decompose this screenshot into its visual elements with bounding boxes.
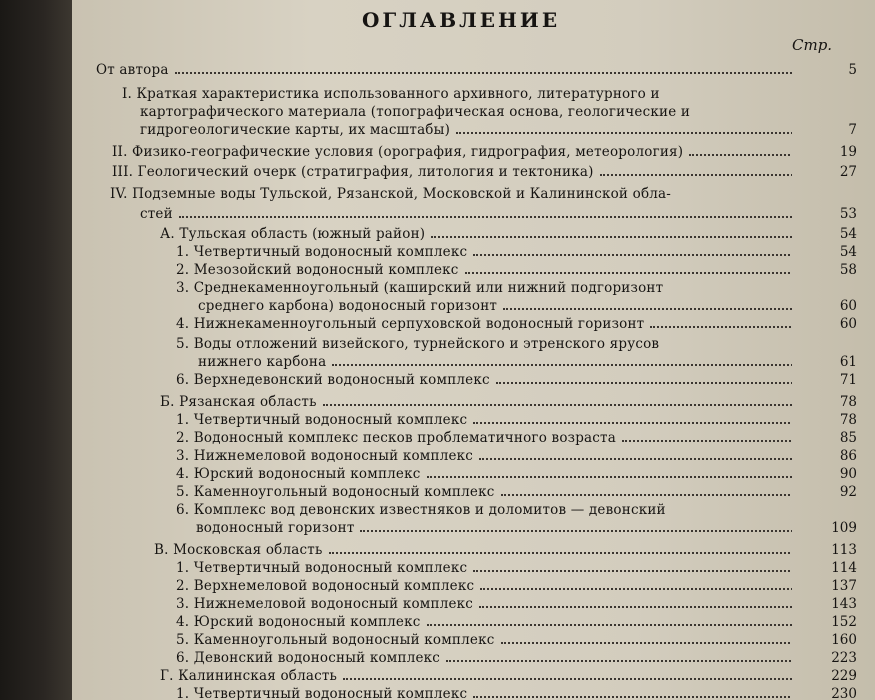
toc-entry bbox=[160, 666, 792, 686]
toc-entry-text: 1. Четвертичный водоносный комплекс bbox=[176, 244, 468, 260]
toc-entry-text: 5. Воды отложений визейского, турнейского и этренского ярусов bbox=[176, 336, 660, 352]
toc-entry-text: 6. Комплекс вод девонских известняков и доломитов — девонский bbox=[176, 502, 666, 518]
dot-leader bbox=[479, 458, 792, 460]
toc-entry-text: 2. Мезозойский водоносный комплекс bbox=[176, 262, 459, 278]
toc-entry bbox=[96, 60, 792, 80]
toc-page-number: 7 bbox=[848, 122, 857, 138]
toc-page-number: 60 bbox=[839, 316, 857, 332]
toc-entry bbox=[176, 464, 792, 484]
toc-page-number: 113 bbox=[831, 542, 857, 558]
toc-entry bbox=[176, 242, 792, 262]
toc-page-number: 152 bbox=[831, 614, 857, 630]
toc-entry-text: IV. Подземные воды Тульской, Рязанской, Московской и Калининской обла- bbox=[110, 186, 672, 202]
toc-entry bbox=[110, 184, 852, 204]
toc-page-number: 54 bbox=[839, 226, 857, 242]
toc-page-number: 85 bbox=[839, 430, 857, 446]
dot-leader bbox=[465, 272, 792, 274]
toc-page-number: 54 bbox=[839, 244, 857, 260]
dot-leader bbox=[473, 254, 792, 256]
dot-leader bbox=[446, 660, 792, 662]
toc-entry-text: Г. Калининская область bbox=[160, 668, 338, 684]
toc-entry-text: 4. Юрский водоносный комплекс bbox=[176, 614, 421, 630]
toc-entry-text: От автора bbox=[96, 62, 169, 78]
toc-entry-text: 1. Четвертичный водоносный комплекс bbox=[176, 412, 468, 428]
toc-entry bbox=[176, 446, 792, 466]
toc-entry bbox=[176, 576, 792, 596]
dot-leader bbox=[175, 72, 792, 74]
toc-page-number: 60 bbox=[839, 298, 857, 314]
dot-leader bbox=[179, 216, 792, 218]
toc-page-number: 86 bbox=[839, 448, 857, 464]
toc-entry bbox=[198, 296, 792, 316]
toc-entry bbox=[196, 518, 792, 538]
dot-leader bbox=[479, 606, 792, 608]
toc-entry-text: В. Московская область bbox=[154, 542, 323, 558]
toc-entry bbox=[176, 630, 792, 650]
book-page bbox=[72, 0, 875, 700]
toc-page-number: 78 bbox=[839, 394, 857, 410]
toc-page-number: 58 bbox=[839, 262, 857, 278]
dot-leader bbox=[456, 132, 792, 134]
toc-entry bbox=[122, 84, 852, 104]
toc-page-number: 92 bbox=[839, 484, 857, 500]
toc-entry-text: I. Краткая характеристика использованного архивного, литературного и bbox=[122, 86, 660, 102]
toc-entry-text: 2. Верхнемеловой водоносный комплекс bbox=[176, 578, 475, 594]
dot-leader bbox=[503, 308, 792, 310]
toc-entry-text: А. Тульская область (южный район) bbox=[160, 226, 426, 242]
toc-entry-text: 6. Девонский водоносный комплекс bbox=[176, 650, 441, 666]
toc-entry-text: 2. Водоносный комплекс песков проблематичного возраста bbox=[176, 430, 616, 446]
toc-entry-text: II. Физико-географические условия (орография, гидрография, метеорология) bbox=[112, 144, 684, 160]
toc-entry-text: водоносный горизонт bbox=[196, 520, 355, 536]
toc-page-number: 109 bbox=[831, 520, 857, 536]
dot-leader bbox=[343, 678, 792, 680]
toc-entry bbox=[176, 410, 792, 430]
toc-page-number: 5 bbox=[848, 62, 857, 78]
dot-leader bbox=[427, 624, 792, 626]
toc-page-number: 230 bbox=[831, 686, 857, 700]
toc-entry bbox=[176, 334, 852, 354]
toc-entry-text: 5. Каменноугольный водоносный комплекс bbox=[176, 632, 495, 648]
toc-page-number: 90 bbox=[839, 466, 857, 482]
toc-entry bbox=[112, 142, 792, 162]
toc-page-number: 53 bbox=[839, 206, 857, 222]
toc-entry bbox=[160, 392, 792, 412]
dot-leader bbox=[650, 326, 792, 328]
toc-entry-text: Б. Рязанская область bbox=[160, 394, 317, 410]
dot-leader bbox=[332, 364, 792, 366]
page-column-header: Стр. bbox=[792, 36, 833, 54]
dot-leader bbox=[323, 404, 792, 406]
toc-page-number: 223 bbox=[831, 650, 857, 666]
toc-entry-text: гидрогеологические карты, их масштабы) bbox=[140, 122, 451, 138]
toc-page-number: 137 bbox=[831, 578, 857, 594]
toc-page-number: 71 bbox=[839, 372, 857, 388]
dot-leader bbox=[473, 570, 792, 572]
dot-leader bbox=[360, 530, 792, 532]
dot-leader bbox=[501, 642, 793, 644]
toc-entry bbox=[140, 204, 792, 224]
dot-leader bbox=[496, 382, 792, 384]
toc-entry bbox=[176, 612, 792, 632]
toc-page-number: 61 bbox=[839, 354, 857, 370]
toc-page-number: 19 bbox=[839, 144, 857, 160]
toc-entry bbox=[176, 684, 792, 700]
dot-leader bbox=[473, 696, 792, 698]
toc-entry-text: стей bbox=[140, 206, 173, 222]
toc-page-number: 229 bbox=[831, 668, 857, 684]
toc-entry-text: 3. Нижнемеловой водоносный комплекс bbox=[176, 448, 474, 464]
toc-entry-text: 3. Нижнемеловой водоносный комплекс bbox=[176, 596, 474, 612]
toc-entry bbox=[154, 540, 792, 560]
toc-entry-text: среднего карбона) водоносный горизонт bbox=[198, 298, 498, 314]
toc-entry-text: 3. Среднекаменноугольный (каширский или нижний подгоризонт bbox=[176, 280, 664, 296]
toc-page-number: 27 bbox=[839, 164, 857, 180]
page-title: ОГЛАВЛЕНИЕ bbox=[362, 8, 561, 32]
toc-entry-text: III. Геологический очерк (стратиграфия, литология и тектоника) bbox=[112, 164, 594, 180]
toc-entry bbox=[176, 558, 792, 578]
toc-entry bbox=[176, 428, 792, 448]
dot-leader bbox=[501, 494, 793, 496]
toc-page-number: 78 bbox=[839, 412, 857, 428]
book-spine-shadow bbox=[0, 0, 72, 700]
toc-entry-text: нижнего карбона bbox=[198, 354, 327, 370]
toc-entry bbox=[176, 648, 792, 668]
toc-entry-text: 4. Нижнекаменноугольный серпуховской водоносный горизонт bbox=[176, 316, 645, 332]
toc-entry bbox=[176, 260, 792, 280]
toc-entry-text: 1. Четвертичный водоносный комплекс bbox=[176, 560, 468, 576]
toc-entry-text: картографического материала (топографическая основа, геологические и bbox=[140, 104, 691, 120]
toc-entry bbox=[176, 482, 792, 502]
dot-leader bbox=[600, 174, 792, 176]
toc-entry bbox=[176, 370, 792, 390]
dot-leader bbox=[431, 236, 792, 238]
toc-entry bbox=[176, 594, 792, 614]
toc-entry bbox=[198, 352, 792, 372]
toc-entry bbox=[176, 500, 852, 520]
dot-leader bbox=[329, 552, 793, 554]
toc-entry-text: 4. Юрский водоносный комплекс bbox=[176, 466, 421, 482]
toc-entry bbox=[176, 314, 792, 334]
toc-entry-text: 6. Верхнедевонский водоносный комплекс bbox=[176, 372, 490, 388]
dot-leader bbox=[689, 154, 792, 156]
toc-entry-text: 1. Четвертичный водоносный комплекс bbox=[176, 686, 468, 700]
toc-entry bbox=[140, 102, 852, 122]
dot-leader bbox=[427, 476, 792, 478]
toc-page-number: 143 bbox=[831, 596, 857, 612]
dot-leader bbox=[622, 440, 792, 442]
toc-entry-text: 5. Каменноугольный водоносный комплекс bbox=[176, 484, 495, 500]
toc-entry bbox=[140, 120, 792, 140]
toc-entry bbox=[112, 162, 792, 182]
dot-leader bbox=[473, 422, 792, 424]
toc-page-number: 114 bbox=[831, 560, 857, 576]
toc-page-number: 160 bbox=[831, 632, 857, 648]
dot-leader bbox=[480, 588, 792, 590]
toc-entry bbox=[176, 278, 852, 298]
toc-entry bbox=[160, 224, 792, 244]
